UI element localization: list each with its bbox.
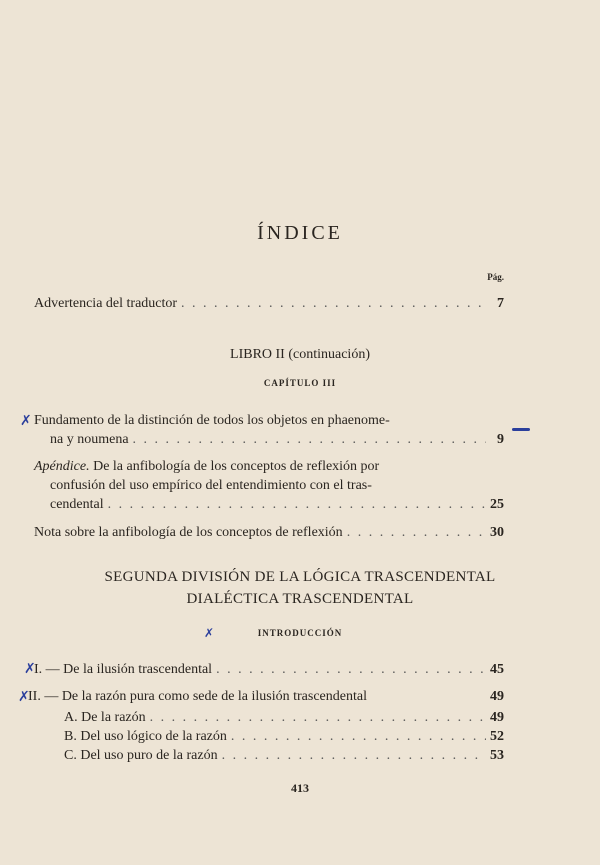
dot-leader	[133, 432, 486, 448]
handwritten-check-mark-icon: ✗	[24, 661, 36, 677]
toc-entry-text: C. Del uso puro de la razón	[64, 748, 218, 763]
toc-entry-apendice-line2: confusión del uso empírico del entendimiento con el tras-	[50, 478, 372, 493]
dot-leader	[216, 662, 486, 678]
toc-entry-razon-pura[interactable]	[28, 689, 504, 705]
toc-page-number: 25	[490, 497, 504, 512]
division-subheading: DIALÉCTICA TRASCENDENTAL	[186, 591, 414, 607]
toc-entry-nota[interactable]	[34, 525, 504, 541]
toc-page-number: 30	[490, 525, 504, 540]
toc-entry-text: Nota sobre la anfibología de los conceptos de reflexión	[34, 525, 343, 540]
toc-page-number: 49	[490, 689, 504, 704]
toc-entry-text: cendental	[50, 497, 104, 512]
dot-leader	[231, 729, 486, 745]
toc-page-number: 52	[490, 729, 504, 744]
toc-page-number: 53	[490, 748, 504, 763]
apendice-text: De la anfibología de los conceptos de reflexión por	[89, 459, 380, 474]
toc-entry-advertencia[interactable]	[34, 296, 504, 312]
toc-entry-text: B. Del uso lógico de la razón	[64, 729, 227, 744]
toc-entry-text: I. — De la ilusión trascendental	[34, 662, 213, 677]
toc-entry-text: II. — De la razón pura como sede de la ilusión trascendental	[28, 689, 367, 704]
toc-entry-fundamento[interactable]	[50, 432, 504, 448]
pen-stroke-mark	[512, 428, 530, 431]
toc-entry-apendice[interactable]	[50, 497, 504, 513]
page-column-label: Pág.	[487, 272, 504, 282]
book-heading: LIBRO II (continuación)	[230, 347, 370, 362]
dot-leader	[347, 525, 486, 541]
page-title: ÍNDICE	[257, 222, 343, 244]
toc-entry-ilusion[interactable]	[34, 662, 504, 678]
toc-entry-fundamento-line1: Fundamento de la distinción de todos los objetos en phaenome-	[34, 413, 390, 428]
toc-page-number: 49	[490, 710, 504, 725]
dot-leader	[222, 748, 486, 764]
page-folio-number: 413	[291, 781, 309, 795]
handwritten-check-mark-icon: ✗	[20, 413, 32, 429]
toc-entry-text: Advertencia del traductor	[34, 296, 178, 311]
toc-page-number: 9	[497, 432, 504, 447]
handwritten-check-mark-icon: ✗	[18, 689, 30, 705]
dot-leader	[108, 497, 486, 513]
introduction-heading: INTRODUCCIÓN	[257, 628, 343, 638]
toc-page-number: 7	[497, 296, 504, 311]
division-heading: SEGUNDA DIVISIÓN DE LA LÓGICA TRASCENDENTAL	[104, 569, 496, 585]
chapter-heading: CAPÍTULO III	[263, 378, 337, 388]
toc-entry-b[interactable]	[64, 729, 504, 745]
toc-entry-a[interactable]	[64, 710, 504, 726]
toc-entry-apendice-line1	[34, 459, 504, 475]
toc-entry-text: na y noumena	[50, 432, 129, 447]
dot-leader	[150, 710, 486, 726]
apendice-label: Apéndice.	[34, 459, 90, 474]
dot-leader	[181, 296, 486, 312]
toc-entry-text: A. De la razón	[64, 710, 146, 725]
toc-page-number: 45	[490, 662, 504, 677]
handwritten-check-mark-icon: ✗	[204, 626, 215, 640]
toc-entry-c[interactable]	[64, 748, 504, 764]
